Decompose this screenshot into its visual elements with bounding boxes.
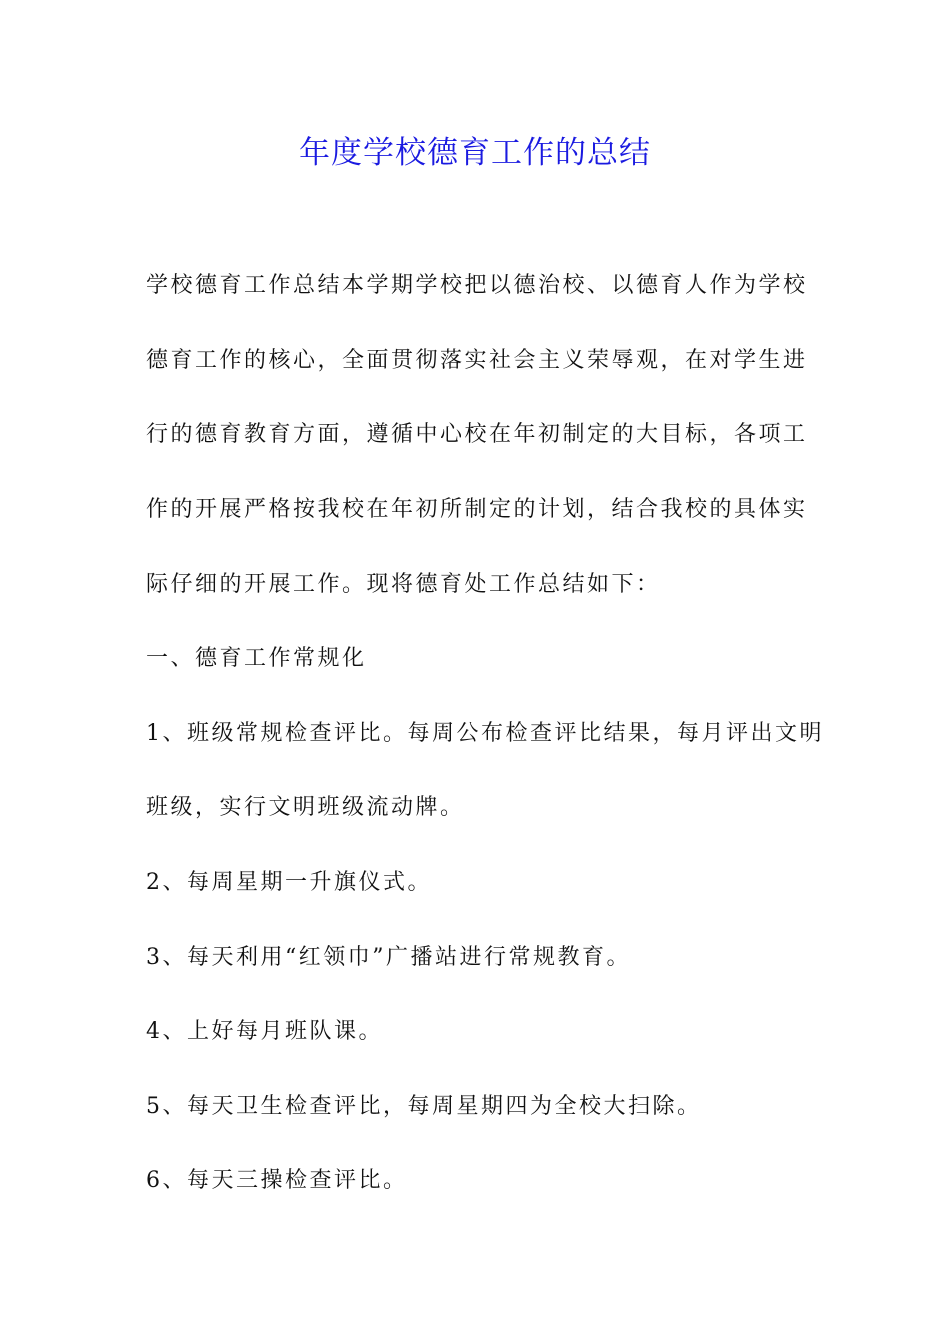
intro-line-2: 德育工作的核心，全面贯彻落实社会主义荣辱观，在对学生进 [146, 348, 808, 373]
intro-line-3: 行的德育教育方面，遵循中心校在年初制定的大目标，各项工 [146, 422, 808, 447]
item-4: 4、上好每月班队课。 [146, 1019, 383, 1044]
intro-line-4: 作的开展严格按我校在年初所制定的计划，结合我校的具体实 [146, 497, 808, 522]
item-3: 3、每天利用“红领巾”广播站进行常规教育。 [146, 945, 631, 970]
item-5: 5、每天卫生检查评比，每周星期四为全校大扫除。 [146, 1094, 702, 1119]
item-6: 6、每天三操检查评比。 [146, 1168, 408, 1193]
intro-line-5: 际仔细的开展工作。现将德育处工作总结如下： [146, 572, 661, 597]
document-title: 年度学校德育工作的总结 [299, 135, 651, 171]
intro-line-1: 学校德育工作总结本学期学校把以德治校、以德育人作为学校 [146, 273, 808, 298]
item-1-line-2: 班级，实行文明班级流动牌。 [146, 795, 465, 820]
item-2: 2、每周星期一升旗仪式。 [146, 870, 432, 895]
item-1-line-1: 1、班级常规检查评比。每周公布检查评比结果，每月评出文明 [146, 721, 824, 746]
section-heading: 一、德育工作常规化 [146, 646, 367, 671]
